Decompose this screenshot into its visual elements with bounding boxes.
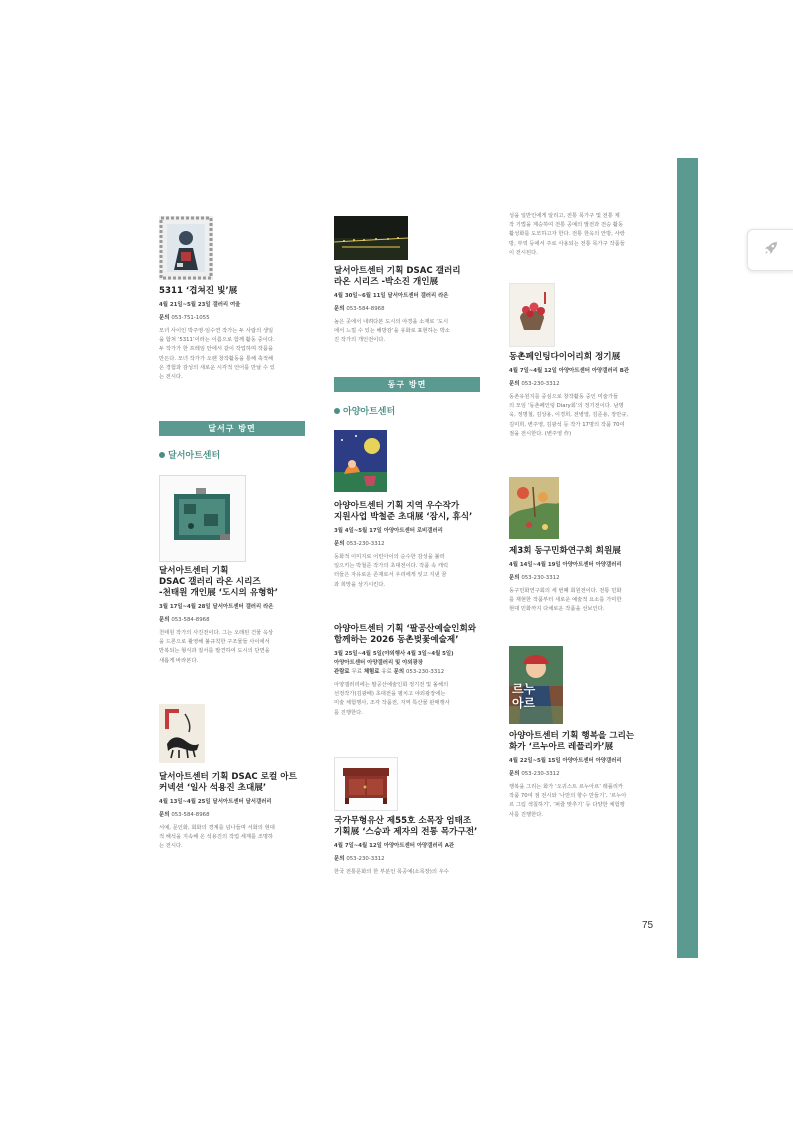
contact-phone: 053-751-1055	[171, 315, 210, 321]
exhibit-date: 4월 22일~5월 15일 아양아트센터 아양갤러리	[509, 758, 622, 764]
exhibit-image-night-city	[334, 216, 408, 260]
exhibit-venue: 아양아트센터 아양갤러리 및 야외광장	[334, 660, 423, 666]
venue-name: 아양아트센터	[343, 407, 396, 417]
exhibit-description: 한국 전통문화의 한 부분인 목공예(소목장)의 우수	[334, 869, 449, 875]
contact-phone: 053-584-8968	[171, 617, 210, 623]
exhibit-contact	[334, 855, 484, 864]
exhibit-image-5311	[159, 216, 213, 280]
section-band-dong: 동구 방면	[334, 377, 480, 392]
exhibit-date: 4월 30일~6월 11일 달서아트센터 갤러리 라온	[334, 293, 449, 299]
exhibit-contact	[334, 305, 484, 314]
exhibit-title: 달서아트센터 기획 DSAC 로컬 아트 커넥션 ‘일사 석용진 초대展’	[159, 772, 297, 793]
section-band-dalseo: 달서구 방면	[159, 421, 305, 436]
fee-label: 관람료	[334, 669, 350, 675]
exhibit-title: 동촌페인팅다이어리회 정기展	[509, 352, 621, 362]
exhibit-description: 높은 곳에서 내려다본 도시의 야경을 소재로 ‘도시 에서 느낄 수 있는 해방감’을 유화로 표현하는 박소 진 작가의 개인전이다.	[334, 319, 450, 344]
contact-label: 문의	[159, 315, 170, 321]
exhibit-image-painting-diary	[509, 283, 555, 347]
contact-label: 문의	[393, 669, 405, 675]
contact-label: 문의	[509, 575, 520, 581]
exhibit-entry	[159, 286, 309, 382]
exhibit-title: 국가무형유산 제55호 소목장 엄태조 기획展 ‘스승과 제자의 전통 목가구전’	[334, 816, 478, 837]
venue-heading-ayang	[334, 404, 395, 417]
exhibit-entry	[334, 501, 484, 590]
contact-label: 문의	[334, 306, 345, 312]
exhibit-fees	[334, 668, 484, 677]
bullet-dot	[159, 452, 165, 458]
exhibit-image-furniture	[334, 757, 398, 811]
exhibit-entry	[159, 772, 309, 852]
exhibit-date: 4월 21일~5월 23일 갤러리 여울	[159, 302, 241, 308]
exhibit-description: 모녀 사이인 박주영·임수연 작가는 두 사람의 생일 을 합쳐 ‘5311’이라는 이름으로 함께 활동 중이다. 두 작가가 한 프레임 안에서 같이 작업하며 작품을 만든다. 모녀 작가가 오랜 창작활동을 통해 축적해 온 경험과 감성의 새로운 시각적 언어를 만날 수 있 는 전시다.	[159, 328, 275, 381]
side-tab-bar	[677, 158, 698, 958]
exhibit-title: 달서아트센터 기획 DSAC 갤러리 라온 시리즈 -천태원 개인展 ‘도시의 유형학’	[159, 566, 278, 598]
contact-phone: 053-584-8968	[346, 306, 385, 312]
exhibit-entry	[159, 566, 309, 666]
exhibit-entry	[509, 352, 659, 439]
exhibit-title: 아양아트센터 기획 행복을 그리는 화가 ‘르누아르 레플리카’展	[509, 731, 635, 752]
exhibit-contact	[509, 380, 659, 389]
contact-label: 문의	[509, 771, 520, 777]
experience-label: 체험료	[363, 669, 380, 675]
exhibit-title: 5311 ‘겹쳐진 빛’展	[159, 286, 238, 296]
poster-title-text: 르누아르	[512, 682, 536, 710]
rocket-icon	[762, 239, 780, 262]
page-number: 75	[642, 920, 654, 931]
venue-heading-dalseo	[159, 448, 220, 461]
exhibit-title: 아양아트센터 기획 지역 우수작가 지원사업 박철준 초대展 ‘잠시, 휴식’	[334, 501, 473, 522]
exhibit-date: 3월 4일~5월 17일 아양아트센터 로비갤러리	[334, 528, 443, 534]
exhibit-description: 천태원 작가의 사진전이다. 그는 오래된 건물 옥상 을 드론으로 촬영해 불규칙한 구조물들 사이에서 반복되는 형식과 질서를 발견하여 도시의 단면을 새롭게 바라본다.	[159, 630, 274, 664]
contact-phone: 053-230-3312	[521, 381, 560, 387]
exhibit-image-calligraphy	[159, 704, 205, 763]
exhibit-entry	[334, 266, 484, 346]
exhibit-date: 4월 7일~4월 12일 아양아트센터 아양갤러리 A관	[334, 843, 455, 849]
contact-label: 문의	[334, 541, 345, 547]
contact-phone: 053-230-3312	[521, 771, 560, 777]
exhibit-description: 동화적 이미지로 어린아이의 순수한 감성을 불러 일으키는 박철준 작가의 초대전이다. 작품 속 캐릭 터들은 자유로운 존재로서 우리에게 잊고 지낸 꿈 과 희망을 상기시킨다.	[334, 554, 449, 588]
exhibit-description: 동구민화연구회의 세 번째 회원전이다. 전통 민화 를 재현한 작품부터 새로운 예술적 요소를 가미한 현대 민화까지 다채로운 작품을 선보인다.	[509, 588, 622, 613]
exhibit-entry	[334, 624, 484, 718]
exhibit-title: 제3회 동구민화연구회 회원展	[509, 546, 621, 556]
venue-name: 달서아트센터	[168, 451, 221, 461]
exhibit-contact	[159, 314, 309, 323]
exhibit-title: 달서아트센터 기획 DSAC 갤러리 라온 시리즈 -박소진 개인展	[334, 266, 461, 287]
exhibit-entry	[509, 731, 659, 820]
exhibit-contact	[159, 616, 309, 625]
exhibit-contact	[509, 574, 659, 583]
exhibit-image-city-typology	[159, 475, 246, 562]
contact-phone: 053-230-3312	[521, 575, 560, 581]
exhibit-image-rest	[334, 430, 387, 492]
contact-phone: 053-584-8968	[171, 812, 210, 818]
contact-phone: 053-230-3312	[346, 541, 385, 547]
exhibit-date: 3월 17일~4월 28일 달서아트센터 갤러리 라온	[159, 604, 274, 610]
exhibit-contact	[509, 770, 659, 779]
experience-value: 유료	[381, 669, 392, 675]
contact-label: 문의	[159, 812, 170, 818]
fee-value: 무료	[351, 669, 362, 675]
exhibit-description: 서예, 문인화, 회화의 경계를 넘나들며 서화의 현대 적 해석을 지속해 온 석용진의 작업 세계를 조명하 는 전시다.	[159, 825, 275, 850]
contact-label: 문의	[509, 381, 520, 387]
exhibit-contact	[159, 811, 309, 820]
exhibit-continuation	[509, 212, 659, 258]
contact-label: 문의	[159, 617, 170, 623]
exhibit-description: 동촌유원지를 중심으로 창작활동 중인 미술가들 의 모임 ‘동촌페인팅 Diary회’의 정기전이다. 남명 욱, 정명철, 김상용, 이경희, 전병열, 김준용, 장만규, 김미희, 변주영, 김광석 등 작가 17명의 작품 70여 점을 전시한다. (변주영 作)	[509, 394, 629, 437]
exhibit-image-renoir-poster	[509, 646, 563, 724]
contact-label: 문의	[334, 856, 345, 862]
bullet-dot	[334, 408, 340, 414]
exhibit-entry	[509, 546, 659, 615]
exhibit-image-minhwa	[509, 477, 559, 539]
exhibit-description: 아양갤러리에는 팔공산예술인회 정기전 및 올해의 선정작가(김광배) 초대전을 펼치고 야외광장에는 미술 체험행사, 조각 작품전, 지역 특산물 판매행사 를 진행한다.	[334, 682, 450, 716]
exhibit-date: 4월 7일~4월 12일 아양아트센터 아양갤러리 B관	[509, 368, 630, 374]
exhibit-date: 4월 13일~4월 25일 달서아트센터 달서갤러리	[159, 799, 272, 805]
exhibit-entry	[334, 816, 484, 877]
exhibit-date: 4월 14일~4월 19일 아양아트센터 아양갤러리	[509, 562, 622, 568]
exhibit-date: 3월 25일~4월 5일(야외행사 4월 3일~4월 5일)	[334, 651, 454, 657]
floating-action-button[interactable]	[747, 229, 793, 271]
exhibit-title: 아양아트센터 기획 ‘팔공산예술인회와 함께하는 2026 동촌벚꽃예술제’	[334, 624, 477, 645]
exhibit-description-continued: 성을 일반인에게 알리고, 전통 목가구 및 전통 제 작 기법을 계승하여 전통 공예의 발전과 전승 활동 활성화를 도모하고자 한다. 전통 한옥의 안방, 사랑 방, 부엌 등에서 주로 사용되는 전통 목가구 작품들 이 전시된다.	[509, 213, 625, 256]
contact-phone: 053-230-3312	[346, 856, 385, 862]
exhibit-contact	[334, 540, 484, 549]
exhibit-description: 행복을 그리는 화가 ‘오귀스트 르누아르’ 레플리카 작품 70여 점 전시와 ‘나만의 향수 만들기’, ‘르누아 르 그림 색칠하기’, ‘퍼즐 맞추기’ 등 다양한 체험행 사를 진행한다.	[509, 784, 627, 818]
contact-phone: 053-230-3312	[405, 669, 445, 675]
